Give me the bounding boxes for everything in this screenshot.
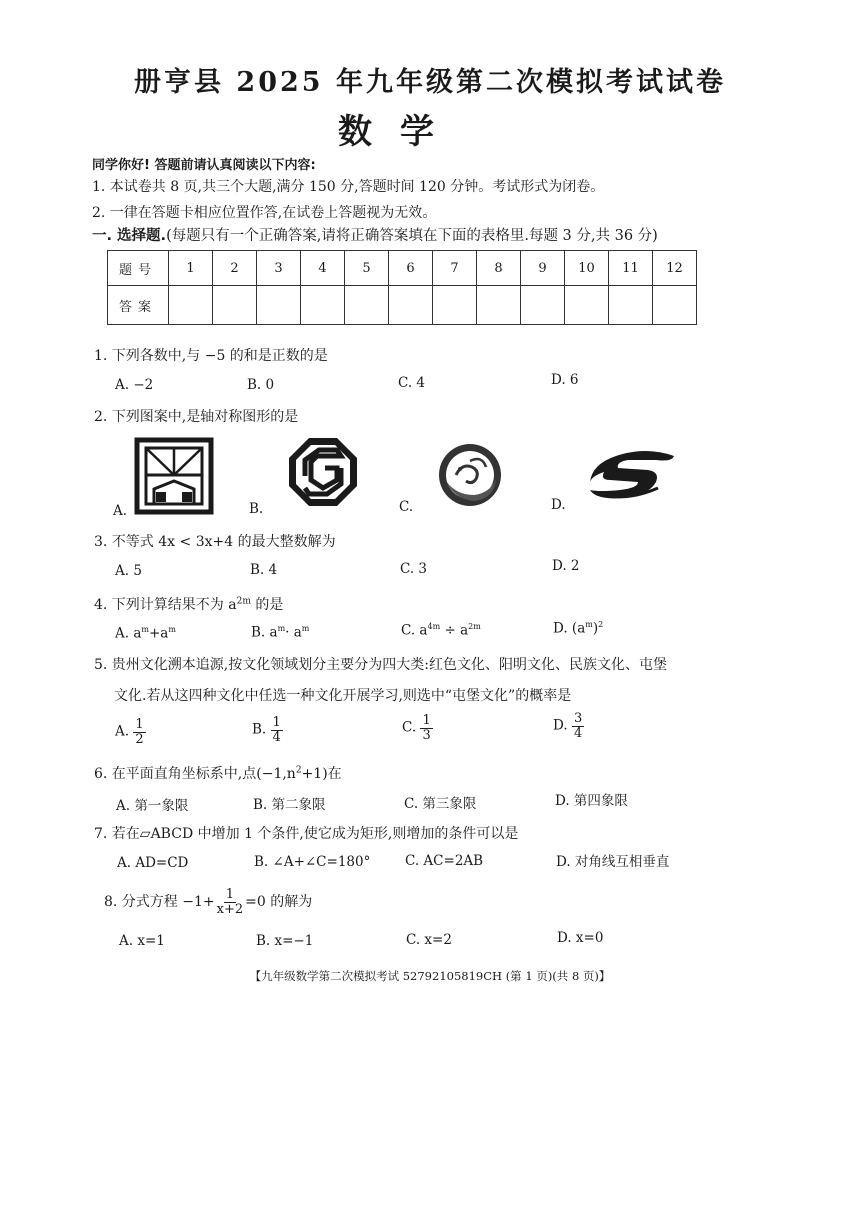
question-4-exponent: 2m <box>236 596 251 607</box>
option-exponent: 2m <box>468 622 481 631</box>
table-cell-answer[interactable] <box>169 286 213 325</box>
section-label: 一. 选择题. <box>92 228 167 244</box>
table-cell-answer[interactable] <box>609 286 653 325</box>
table-header-answer: 答案 <box>108 286 169 325</box>
question-2-stem: 2. 下列图案中,是轴对称图形的是 <box>94 409 299 425</box>
option-exponent: 4m <box>427 622 441 631</box>
question-2-option-c: C. <box>399 499 414 515</box>
option-exponent: m <box>585 620 593 629</box>
question-8-stem-end: =0 的解为 <box>245 894 313 911</box>
question-6-option-c: C. 第三象限 <box>404 796 477 812</box>
table-header-number: 题号 <box>108 251 169 286</box>
table-cell-number: 2 <box>213 251 257 286</box>
question-7-option-a: A. AD=CD <box>117 855 189 871</box>
table-cell-number: 5 <box>345 251 389 286</box>
fraction-denominator: 4 <box>272 729 281 745</box>
question-7-option-b: B. ∠A+∠C=180° <box>254 854 371 870</box>
question-7-stem: 7. 若在▱ABCD 中增加 1 个条件,使它成为矩形,则增加的条件可以是 <box>94 826 519 842</box>
option-text: D. (a <box>553 620 586 637</box>
table-cell-number: 6 <box>389 251 433 286</box>
question-1-option-d: D. 6 <box>551 372 579 388</box>
question-8-stem <box>104 888 312 916</box>
option-text: ) <box>592 620 599 637</box>
option-text: ÷ a <box>440 622 469 639</box>
fraction-denominator: 2 <box>135 731 144 747</box>
question-3-option-a: A. 5 <box>115 563 142 579</box>
option-exponent: m <box>301 624 310 633</box>
fraction <box>420 714 432 742</box>
subject-title: 数学 <box>338 112 462 152</box>
option-exponent: m <box>168 625 176 634</box>
table-cell-answer[interactable] <box>521 286 565 325</box>
table-cell-number: 11 <box>609 251 653 286</box>
table-cell-number: 10 <box>565 251 609 286</box>
question-6-option-b: B. 第二象限 <box>253 797 326 813</box>
question-2-option-b: B. <box>249 501 264 517</box>
fraction <box>133 718 145 746</box>
table-cell-answer[interactable] <box>257 286 301 325</box>
question-5-option-a <box>115 718 146 746</box>
pattern-b-icon <box>287 436 359 508</box>
fraction-numerator: 1 <box>135 717 144 732</box>
question-2-option-a: A. <box>113 503 128 519</box>
question-1-option-c: C. 4 <box>398 375 426 391</box>
question-7-option-d: D. 对角线互相垂直 <box>556 854 670 870</box>
table-cell-number: 9 <box>521 251 565 286</box>
fraction-numerator: 3 <box>573 711 583 726</box>
question-8-option-b: B. x=−1 <box>256 933 314 949</box>
pattern-d-icon <box>586 446 678 504</box>
section-heading <box>92 224 658 245</box>
question-3-stem: 3. 不等式 4x < 3x+4 的最大整数解为 <box>94 534 336 550</box>
table-cell-number: 8 <box>477 251 521 286</box>
question-5-stem-line-1: 5. 贵州文化溯本追源,按文化领域划分主要分为四大类:红色文化、阳明文化、民族文化、屯堡 <box>94 657 667 673</box>
question-5-option-b <box>252 716 283 744</box>
exam-title: 册亨县 2025 年九年级第二次模拟考试试卷 <box>134 67 726 98</box>
option-exponent: 2 <box>598 620 604 629</box>
question-6-exponent: 2 <box>295 765 302 776</box>
fraction-numerator: 1 <box>422 713 431 728</box>
fraction <box>271 716 283 744</box>
question-6-option-d: D. 第四象限 <box>555 793 628 809</box>
table-cell-answer[interactable] <box>389 286 433 325</box>
question-4-stem-text: 4. 下列计算结果不为 a <box>94 597 237 613</box>
option-letter: D. <box>553 717 568 734</box>
answer-table <box>107 250 697 325</box>
table-cell-answer[interactable] <box>345 286 389 325</box>
table-cell-answer[interactable] <box>433 286 477 325</box>
question-4-option-a <box>115 625 176 642</box>
option-text: +a <box>148 625 169 642</box>
question-1-option-a: A. −2 <box>115 377 154 393</box>
question-6-option-a: A. 第一象限 <box>116 798 189 814</box>
question-6-stem <box>94 763 342 783</box>
option-text: A. a <box>115 625 142 642</box>
question-8-stem-text: 8. 分式方程 −1+ <box>104 894 215 911</box>
option-text: · a <box>285 624 302 641</box>
fraction-numerator: 1 <box>225 887 235 902</box>
question-6-stem-text: 6. 在平面直角坐标系中,点(−1,n <box>94 766 296 782</box>
fraction-denominator: 3 <box>422 727 431 743</box>
notice-item-1: 1. 本试卷共 8 页,共三个大题,满分 150 分,答题时间 120 分钟。考试形式为闭卷。 <box>92 179 605 195</box>
fraction-numerator: 1 <box>272 715 281 730</box>
question-2-option-d: D. <box>551 497 566 513</box>
question-4-stem-end: 的是 <box>250 597 284 613</box>
page-footer: 【九年级数学第二次模拟考试 52792105819CH (第 1 页)(共 8 页)】 <box>249 969 611 983</box>
option-exponent: m <box>141 625 149 634</box>
table-cell-number: 3 <box>257 251 301 286</box>
table-cell-number: 4 <box>301 251 345 286</box>
question-5-option-d <box>553 712 584 740</box>
option-letter: C. <box>402 719 417 736</box>
option-letter: B. <box>252 721 267 738</box>
fraction <box>572 712 584 740</box>
question-3-option-b: B. 4 <box>250 562 278 578</box>
question-4-option-d <box>553 620 603 637</box>
option-exponent: m <box>277 624 286 633</box>
option-letter: A. <box>115 723 130 740</box>
table-cell-number: 7 <box>433 251 477 286</box>
pattern-a-icon <box>134 437 214 515</box>
question-5-stem-line-2: 文化.若从这四种文化中任选一种文化开展学习,则选中“屯堡文化”的概率是 <box>114 688 572 704</box>
table-cell-answer[interactable] <box>477 286 521 325</box>
section-instruction: (每题只有一个正确答案,请将正确答案填在下面的表格里.每题 3 分,共 36 分) <box>166 228 658 244</box>
question-3-option-d: D. 2 <box>552 558 580 574</box>
question-8-option-a: A. x=1 <box>119 933 165 949</box>
option-text: C. a <box>401 622 428 639</box>
answer-table-number-row <box>108 251 697 286</box>
question-8-option-c: C. x=2 <box>406 932 452 948</box>
question-6-stem-end: +1)在 <box>301 766 342 782</box>
fraction <box>215 888 246 916</box>
fraction-denominator: 4 <box>573 725 583 741</box>
question-1-option-b: B. 0 <box>247 377 275 393</box>
question-7-option-c: C. AC=2AB <box>405 853 484 869</box>
question-8-option-d: D. x=0 <box>557 930 604 946</box>
pattern-c-icon <box>436 441 504 509</box>
question-4-option-c <box>401 622 481 639</box>
question-1-stem: 1. 下列各数中,与 −5 的和是正数的是 <box>94 348 328 364</box>
notice-heading: 同学你好! 答题前请认真阅读以下内容: <box>92 158 316 173</box>
table-cell-number: 12 <box>653 251 697 286</box>
fraction-denominator: x+2 <box>216 901 244 917</box>
table-cell-answer[interactable] <box>565 286 609 325</box>
table-cell-answer[interactable] <box>653 286 697 325</box>
table-cell-number: 1 <box>169 251 213 286</box>
notice-item-2: 2. 一律在答题卡相应位置作答,在试卷上答题视为无效。 <box>92 205 437 221</box>
table-cell-answer[interactable] <box>301 286 345 325</box>
question-5-option-c <box>402 714 433 742</box>
option-text: B. a <box>251 624 278 641</box>
question-4-option-b <box>251 624 309 641</box>
question-4-stem <box>94 594 283 614</box>
question-3-option-c: C. 3 <box>400 561 428 577</box>
answer-table-answer-row <box>108 286 697 325</box>
table-cell-answer[interactable] <box>213 286 257 325</box>
